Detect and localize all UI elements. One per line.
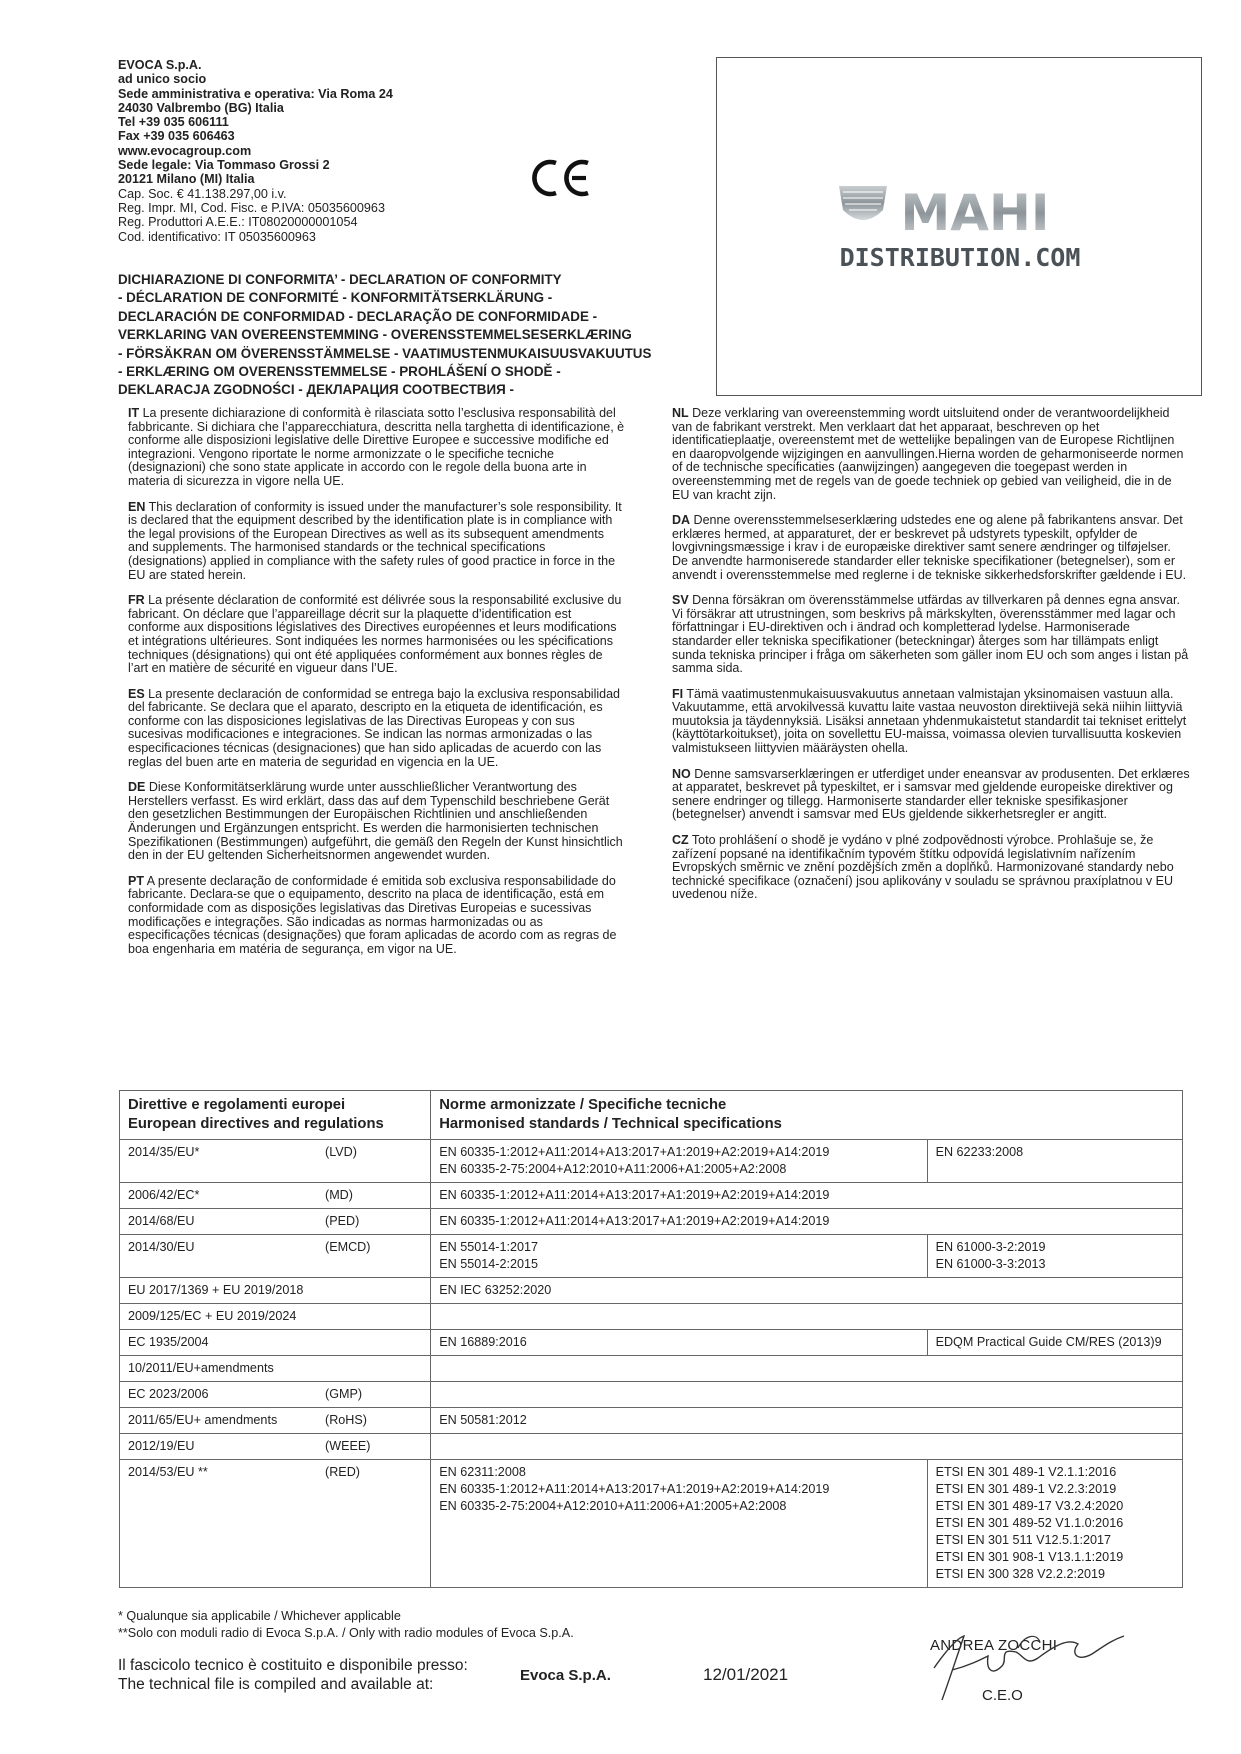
declaration-text: A presente declaração de conformidade é emitida sob exclusiva responsabilidade do fabricante. Declara-se que o equipamento, descrito na placa de identificação, está em conformidade com as disposições legislativas das Diretivas Europeias e sucessivas modificações e integrações. São indicadas as normas harmonizadas ou as especificações técnicas (designações) que foram aplicadas de acordo com as regras de boa engenharia em matéria de segurança, em vigor na UE. [128,873,617,956]
standard-item: EN 60335-2-75:2004+A12:2010+A11:2006+A1:2005+A2:2008 [439,1162,787,1176]
standard-item: EN 60335-1:2012+A11:2014+A13:2017+A1:2019+A2:2019+A14:2019 [439,1482,830,1496]
company-line: Sede amministrativa e operativa: Via Roma 24 [118,86,393,101]
language-code: ES [128,686,145,701]
declaration-text: Denne overensstemmelseserklæring udstedes ene og alene på fabrikantens ansvar. Det erklæres hermed, at apparaturet, der er beskrevet på udstyrets typeskilt, opfylder de lovgivningsmæssige i krav i de europæiske direktiver samt senere ændringer og tilføjelser. De anvendte harmoniserede standarder eller tekniske specifikationer (betegnelser), som er anvendt i overensstemmelse med reglerne i de tekniske sikkerhedsforskrifter gældende i EU. [672,513,1187,582]
file-line: The technical file is compiled and available at: [118,1675,434,1693]
company-line: Sede legale: Via Tommaso Grossi 2 [118,158,330,173]
standard-item: ETSI EN 301 489-1 V2.1.1:2016 [935,1465,1117,1479]
std1-cell [431,1434,1183,1460]
declaration-cz [672,834,1190,902]
std1-cell [431,1209,1183,1235]
directive-abbreviation: (RED) [325,1465,360,1479]
standard-item: ETSI EN 301 489-1 V2.2.3:2019 [935,1482,1117,1496]
declaration-text: Deze verklaring van overeenstemming wordt uitsluitend onder de verantwoordelijkheid van de fabrikant verstrekt. Men verklaart dat het apparaat, beschreven op het identificatieplaatje, overeenstemt met de wettelijke bepalingen van de Europese Richtlijnen en daaropvolgende wijzigingen en aanvullingen.Hierna worden de geharmoniseerde normen of de technische specificaties (aanwijzingen) aangegeven die toegepast werden in overeenstemming met de regels van de goede techniek op gebied van veiligheid, die in de EU van kracht zijn. [672,406,1184,502]
std2-cell [927,1140,1182,1183]
declaration-da [672,514,1190,582]
table-row [120,1278,1183,1304]
table-row [120,1304,1183,1330]
directive-cell [120,1304,431,1330]
declarations-left-column [128,407,626,968]
directive-code: 2006/42/EC* [128,1188,200,1202]
table-row [120,1356,1183,1382]
declaration-nl [672,407,1190,502]
directive-cell [120,1183,431,1209]
declaration-en [128,501,626,583]
title-line: - ERKLÆRING OM OVERENSSTEMMELSE - PROHLÁŠENÍ O SHODĚ - [118,364,561,380]
directive-abbreviation: (PED) [325,1214,360,1228]
declaration-sv [672,594,1190,676]
ce-mark-icon [528,155,594,201]
language-code: NO [672,766,691,781]
header-line: Direttive e regolamenti europei [128,1097,346,1113]
signer-name: ANDREA ZOCCHI [930,1637,1058,1654]
std1-cell [431,1408,1183,1434]
declaration-text: Denne samsvarserklæringen er utferdiget under eneansvar av produsenten. Det erklæres at apparatet, beskrevet på typeskiltet, er i samsvar med gjeldende europeiske direktiver og senere endringer og tillegg. Harmoniserte standarder eller tekniske spesifikasjoner (betegnelser) anvendt i samsvar med EUs gjeldende sikkerhetsregler er angitt. [672,766,1190,822]
standard-item: ETSI EN 301 908-1 V13.1.1:2019 [935,1550,1124,1564]
directive-cell [120,1235,431,1278]
declaration-text: Diese Konformitätserklärung wurde unter ausschließlicher Verantwortung des Herstellers verfasst. Es wird erklärt, dass das auf dem Typenschild beschriebene Gerät den gesetzlichen Bestimmungen der Europäischen Richtlinien und anschließenden Änderungen und Ergänzungen entspricht. Es werden die harmonisierten technischen Spezifikationen (Bestimmungen) aufgeführt, die gemäß den Regeln der Kunst hinsichtlich den in der EU geltenden Sicherheitsnormen angewendet wurden. [128,780,623,863]
table-header-standards [431,1091,1183,1140]
std2-cell [927,1460,1182,1588]
directive-cell [120,1140,431,1183]
title-line: - DÉCLARATION DE CONFORMITÉ - KONFORMITÄTSERKLÄRUNG - [118,290,553,306]
standard-item: EDQM Practical Guide CM/RES (2013)9 [935,1335,1162,1349]
company-line: EVOCA S.p.A. [118,58,202,72]
signer-role: C.E.O [982,1687,1023,1704]
file-company: Evoca S.p.A. [520,1667,611,1684]
standard-item: ETSI EN 301 489-17 V3.2.4:2020 [935,1499,1124,1513]
table-header-directives [120,1091,431,1140]
company-registration-line: Reg. Impr. MI, Cod. Fisc. e P.IVA: 05035600963 [118,200,385,215]
table-row [120,1460,1183,1588]
directive-code: 2014/68/EU [128,1214,195,1228]
company-line: Fax +39 035 606463 [118,129,235,144]
declaration-text: Denna försäkran om överensstämmelse utfärdas av tillverkaren på dennes egna ansvar. Vi försäkrar att utrustningen, som beskrivs på märkskylten, överensstämmer med lagar och författningar i EU-direktiven och i ändrad och kompletterad lydelse. Harmoniserade standarder eller tekniska specifikationer (beteckningar) återges som har tillämpats enligt sunda tekniska principer i fråga om säkerheten som gäller inom EU och som anges i listan på samma sida. [672,593,1189,676]
declaration-pt [128,875,626,957]
standard-item: EN 62233:2008 [935,1145,1024,1159]
company-line: www.evocagroup.com [118,143,252,158]
language-code: CZ [672,833,689,848]
logo-bottom-text: DISTRIBUTION.COM [839,243,1081,272]
directive-code: 2014/30/EU [128,1240,195,1254]
directive-cell [120,1278,431,1304]
directive-code: 2014/35/EU* [128,1145,200,1159]
declaration-fr [128,594,626,676]
standard-item: EN 60335-1:2012+A11:2014+A13:2017+A1:2019+A2:2019+A14:2019 [439,1214,830,1228]
directive-code: 2011/65/EU+ amendments [128,1413,278,1427]
declaration-text: Toto prohlášení o shodě je vydáno v plné zodpovědnosti výrobce. Prohlašuje se, že zařízení popsané na identifikačním typovém štítku odpovídá legislativním nařízením Evropských směrnic ve znění pozdějších změn a doplňků. Harmonizované standardy nebo technické specifikace (označení) jsou aplikovány v souladu se správnou praxíplatnou v EU uvedenou níže. [672,833,1174,902]
directive-cell [120,1460,431,1588]
standard-item: EN 60335-1:2012+A11:2014+A13:2017+A1:2019+A2:2019+A14:2019 [439,1188,830,1202]
company-registration-line: Cap. Soc. € 41.138.297,00 i.v. [118,186,287,201]
directive-cell [120,1209,431,1235]
footnotes [118,1608,574,1642]
std2-cell [927,1235,1182,1278]
std1-cell [431,1460,927,1588]
declaration-fi [672,688,1190,756]
technical-file-statement [118,1657,468,1695]
language-code: SV [672,593,689,608]
standard-item: EN 61000-3-3:2013 [935,1257,1046,1271]
std1-cell [431,1356,1183,1382]
title-line: DICHIARAZIONE DI CONFORMITA’ - DECLARATION OF CONFORMITY [118,272,562,287]
directive-code: EC 2023/2006 [128,1387,209,1401]
language-code: PT [128,873,144,888]
declaration-date: 12/01/2021 [703,1665,789,1684]
header-line: Harmonised standards / Technical specifications [439,1116,782,1132]
declaration-no [672,768,1190,822]
standard-item: EN 55014-1:2017 [439,1240,538,1254]
table-row [120,1382,1183,1408]
table-row [120,1140,1183,1183]
table-row [120,1330,1183,1356]
directive-code: 2014/53/EU ** [128,1465,208,1479]
language-code: DA [672,513,691,528]
company-line: ad unico socio [118,72,207,87]
directive-abbreviation: (GMP) [325,1387,363,1401]
directive-code: EC 1935/2004 [128,1335,209,1349]
standard-item: EN 55014-2:2015 [439,1257,538,1271]
standards-table [119,1090,1183,1588]
directive-cell [120,1382,431,1408]
declarations-right-column [672,407,1190,914]
company-line: 20121 Milano (MI) Italia [118,172,255,187]
language-code: IT [128,406,140,420]
company-registration-line: Cod. identificativo: IT 05035600963 [118,229,316,244]
declaration-it [128,407,626,489]
directive-abbreviation: (RoHS) [325,1413,367,1427]
company-info [118,58,558,244]
header-line: Norme armonizzate / Specifiche tecniche [439,1097,727,1113]
declaration-text: La presente declaración de conformidad se entrega bajo la exclusiva responsabilidad del fabricante. Se declara que el aparato, descripto en la etiqueta de identificación, es conforme con las disposiciones legislativas de las Directivas Europeas y con sus sucesivas modificaciones e integraciones. Se indican las normas armonizadas o las especificaciones técnicas (designaciones) que han sido aplicadas de acuerdo con las reglas del buen arte en materia de seguridad en vigencia en la UE. [128,686,620,769]
directive-cell [120,1330,431,1356]
title-line: VERKLARING VAN OVEREENSTEMMING - OVERENSSTEMMELSESERKLÆRING [118,327,632,343]
directive-abbreviation: (EMCD) [325,1240,371,1254]
directive-code: 2012/19/EU [128,1439,195,1453]
signature-icon [928,1608,1128,1718]
language-code: NL [672,406,689,420]
language-code: EN [128,499,146,514]
directive-cell [120,1408,431,1434]
standard-item: EN 62311:2008 [439,1465,526,1479]
directive-abbreviation: (MD) [325,1188,353,1202]
standard-item: EN 60335-2-75:2004+A12:2010+A11:2006+A1:2005+A2:2008 [439,1499,787,1513]
language-code: DE [128,780,146,795]
directive-abbreviation: (LVD) [325,1145,357,1159]
title-line: - FÖRSÄKRAN OM ÖVERENSSTÄMMELSE - VAATIMUSTENMUKAISUUSVAKUUTUS [118,345,652,361]
language-code: FR [128,593,145,608]
directive-code: EU 2017/1369 + EU 2019/2018 [128,1283,304,1297]
footnote: * Qualunque sia applicabile / Whichever applicable [118,1609,401,1623]
mahi-distribution-logo [825,180,1095,276]
directive-cell [120,1356,431,1382]
std1-cell [431,1140,927,1183]
declaration-text: La presente dichiarazione di conformità è rilasciata sotto l’esclusiva responsabilità del fabbricante. Si dichiara che l’apparecchiatura, descritta nella targhetta di identificazione, è conforme alle disposizioni legislative delle Direttive Europee e successive modifiche ed integrazioni. Vengono riportate le norme armonizzate o le specifiche tecniche (designazioni) che sono state applicate in accordo con le regole della buona arte in materia di sicurezza in vigore nella UE. [128,406,625,488]
table-row [120,1434,1183,1460]
standard-item: EN 60335-1:2012+A11:2014+A13:2017+A1:2019+A2:2019+A14:2019 [439,1145,830,1159]
declaration-text: La présente déclaration de conformité est délivrée sous la responsabilité exclusive du fabricant. On déclare que l’appareillage décrit sur la plaquette d’identification est conforme aux dispositions législatives des Directives européennes et leurs modifications et intégrations ultérieures. Sont indiquées les normes harmonisées ou les spécifications techniques (désignations) qui ont été appliquées conformément aux bonnes règles de l’art en matière de sécurité en vigueur dans l’UE. [128,593,622,676]
standard-item: ETSI EN 301 489-52 V1.1.0:2016 [935,1516,1124,1530]
directive-cell [120,1434,431,1460]
logo-top-text: MAHI [900,184,1050,242]
std2-cell [927,1330,1182,1356]
standard-item: EN IEC 63252:2020 [439,1283,552,1297]
std1-cell [431,1304,1183,1330]
declaration-title [118,271,708,400]
declaration-es [128,688,626,770]
table-row [120,1183,1183,1209]
standard-item: ETSI EN 300 328 V2.2.2:2019 [935,1567,1105,1581]
standard-item: ETSI EN 301 511 V12.5.1:2017 [935,1533,1112,1547]
directive-abbreviation: (WEEE) [325,1439,371,1453]
footnote: **Solo con moduli radio di Evoca S.p.A. / Only with radio modules of Evoca S.p.A. [118,1626,574,1640]
distributor-logo-box [716,57,1202,396]
standard-item: EN 50581:2012 [439,1413,527,1427]
table-row [120,1408,1183,1434]
directive-code: 10/2011/EU+amendments [128,1361,274,1375]
declaration-de [128,781,626,863]
std1-cell [431,1183,1183,1209]
standard-item: EN 61000-3-2:2019 [935,1240,1046,1254]
company-line: Tel +39 035 606111 [118,115,229,130]
declaration-text: This declaration of conformity is issued under the manufacturer’s sole responsibility. It is declared that the equipment described by the identification plate is in compliance with the legal provisions of the European Directives as well as its subsequent amendments and supplements. The harmonised standards or the technical specifications (designations) applied in compliance with the safety rules of good practice in force in the EU are stated herein. [128,499,622,582]
language-code: FI [672,686,684,701]
file-line: Il fascicolo tecnico è costituito e disponibile presso: [118,1657,468,1674]
standard-item: EN 16889:2016 [439,1335,527,1349]
directive-code: 2009/125/EC + EU 2019/2024 [128,1309,297,1323]
std1-cell [431,1235,927,1278]
std1-cell [431,1278,1183,1304]
title-line: DECLARACIÓN DE CONFORMIDAD - DECLARAÇÃO DE CONFORMIDADE - [118,308,598,324]
company-line: 24030 Valbrembo (BG) Italia [118,100,284,115]
header-line: European directives and regulations [128,1116,384,1132]
table-row [120,1209,1183,1235]
title-line: DEKLARACJA ZGODNOŚCI - ДЕКЛАРАЦИЯ СООТВЕСТВИЯ - [118,382,514,398]
company-registration-line: Reg. Produttori A.E.E.: IT08020000001054 [118,215,358,230]
std1-cell [431,1330,927,1356]
std1-cell [431,1382,1183,1408]
declaration-text: Tämä vaatimustenmukaisuusvakuutus annetaan valmistajan yksinomaisen vastuun alla. Vakuutamme, että arvokilvessä kuvattu laite vastaa neuvoston direktiivejä sekä niihin liittyviä muutoksia ja täydennyksiä. Lisäksi annetaan yhdenmukaistetut standardit tai tekniset erittelyt (käyttötarkoitukset), joita on sovellettu EU-maissa, voimassa olevien turvallisuutta koskevien valmistukseen liittyvien määräysten ohella. [672,686,1187,756]
table-row [120,1235,1183,1278]
